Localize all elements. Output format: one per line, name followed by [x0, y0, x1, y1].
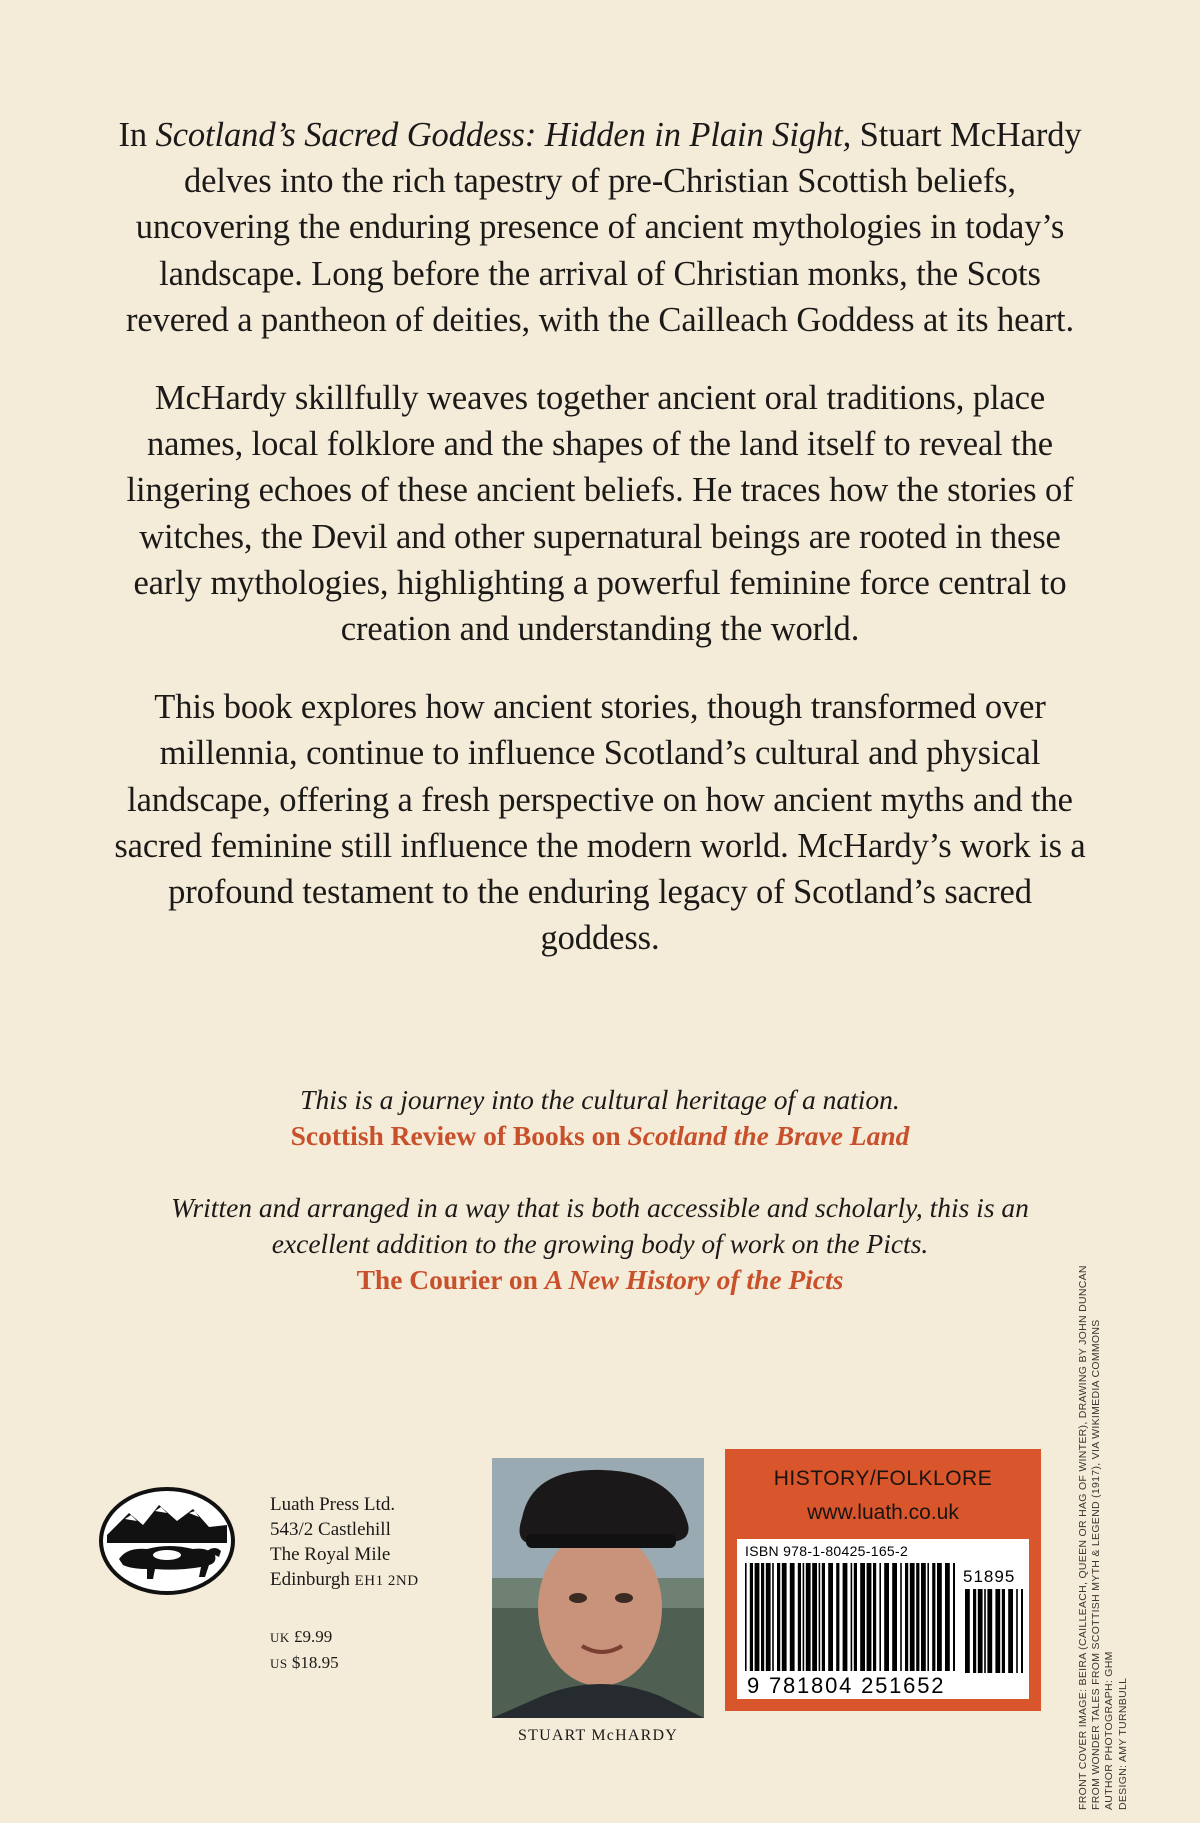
review-attribution: [150, 1118, 1050, 1154]
barcode-panel: [737, 1539, 1029, 1699]
barcode-bar: [916, 1563, 919, 1671]
isbn-text: ISBN 978-1-80425-165-2: [745, 1543, 909, 1559]
barcode-bar: [812, 1563, 817, 1671]
credit-line: AUTHOR PHOTOGRAPH: GHM: [1103, 1651, 1116, 1810]
barcode-bar: [984, 1589, 986, 1673]
barcode-bar: [905, 1563, 908, 1671]
barcode-bar: [867, 1563, 872, 1671]
credit-line: FRONT COVER IMAGE: BEIRA (CAILLEACH, QUEEN OR HAG OF WINTER), DRAWING BY JOHN DUNCAN: [1077, 1265, 1089, 1810]
barcode-bar: [879, 1563, 881, 1671]
barcode-bar: [772, 1563, 774, 1671]
credit-line: DESIGN: AMY TURNBULL: [1116, 1677, 1129, 1810]
review-quote-1: [150, 1082, 1050, 1154]
blurb-paragraph-1: [110, 112, 1090, 343]
publisher-address: [270, 1492, 419, 1594]
review-source: The Courier on: [356, 1264, 545, 1295]
review-work-title: Scotland the Brave Land: [627, 1120, 910, 1151]
barcode-bar: [761, 1563, 764, 1671]
barcode-bar: [1008, 1589, 1013, 1673]
publisher-city-line: [270, 1567, 419, 1594]
book-category: HISTORY/FOLKLORE: [773, 1467, 993, 1490]
cover-credits: [1077, 1080, 1130, 1810]
barcode-bar: [1002, 1589, 1005, 1673]
barcode-bar: [1021, 1589, 1023, 1673]
barcode-bar: [995, 1589, 1000, 1673]
barcode-bar: [851, 1563, 853, 1671]
barcode-bar: [806, 1563, 811, 1671]
barcode-bar: [900, 1563, 902, 1671]
barcode-bar: [750, 1563, 753, 1671]
review-source: Scottish Review of Books on: [290, 1120, 628, 1151]
barcode-bar: [873, 1563, 876, 1671]
review-quote-2: [150, 1190, 1050, 1298]
review-quote-text: This is a journey into the cultural heritage of a nation.: [300, 1084, 900, 1115]
publisher-name: Luath Press Ltd.: [270, 1494, 396, 1515]
barcode-bar: [822, 1563, 825, 1671]
barcode-bar: [892, 1563, 897, 1671]
price-amount: $18.95: [287, 1653, 339, 1672]
review-quote-text: Written and arranged in a way that is both accessible and scholarly, this is an excellent addition to the growing body of work on the Picts.: [171, 1192, 1029, 1259]
blurb-p1-lead: In: [118, 116, 156, 154]
barcode-bar: [927, 1563, 929, 1671]
barcode-bar: [953, 1563, 955, 1671]
barcode-bar: [884, 1563, 889, 1671]
price-region: UK: [270, 1630, 290, 1645]
barcode-bar: [777, 1563, 780, 1671]
price-list: [270, 1624, 339, 1676]
isbn-barcode: [743, 1563, 957, 1673]
price-code-text: 51895: [963, 1567, 1016, 1586]
barcode-bar: [945, 1563, 950, 1671]
price-region: US: [270, 1656, 288, 1671]
publisher-address-line-2: The Royal Mile: [270, 1544, 391, 1565]
back-cover-blurb: [110, 112, 1090, 993]
barcode-bar: [755, 1563, 760, 1671]
author-photo: [492, 1458, 704, 1718]
price-us: [270, 1650, 339, 1676]
blurb-p1-rest: Stuart McHardy delves into the rich tapestry of pre-Christian Scottish beliefs, uncovering the enduring presence of ancient mythologies in today’s landscape. Long before the arrival of Christian monks, the Scots revered a pantheon of deities, with the Cailleach Goddess at its heart.: [125, 116, 1082, 339]
barcode-bar: [932, 1563, 935, 1671]
barcode-bar: [860, 1563, 865, 1671]
barcode-bar: [803, 1563, 805, 1671]
barcode-bar: [836, 1563, 839, 1671]
book-title-inline: Scotland’s Sacred Goddess: Hidden in Plain Sight,: [155, 116, 852, 154]
credit-line: FROM WONDER TALES FROM SCOTTISH MYTH & LEGEND (1917), VIA WIKIMEDIA COMMONS: [1090, 1319, 1103, 1810]
publisher-logo: [97, 1485, 237, 1597]
author-photo-caption: STUART McHARDY: [518, 1727, 678, 1744]
review-work-title: A New History of the Picts: [544, 1264, 844, 1295]
price-barcode: [963, 1589, 1025, 1673]
review-attribution: [150, 1262, 1050, 1298]
barcode-bar: [1016, 1589, 1018, 1673]
barcode-bar: [843, 1563, 848, 1671]
blurb-paragraph-2: McHardy skillfully weaves together ancient oral traditions, place names, local folklore and the shapes of the land itself to reveal the lingering echoes of these ancient beliefs. He traces how the stories of witches, the Devil and other supernatural beings are rooted in these early mythologies, highlighting a powerful feminine force central to creation and understanding the world.: [126, 379, 1074, 649]
barcode-bar: [910, 1563, 915, 1671]
publisher-address-line-1: 543/2 Castlehill: [270, 1519, 391, 1540]
barcode-bar: [965, 1589, 970, 1673]
barcode-bar: [973, 1589, 976, 1673]
blurb-paragraph-3: This book explores how ancient stories, though transformed over millennia, continue to influence Scotland’s cultural and physical landscape, offering a fresh perspective on how ancient myths and the sacred feminine still influence the modern world. McHardy’s work is a profound testament to the enduring legacy of Scotland’s sacred goddess.: [114, 688, 1086, 958]
publisher-website: www.luath.co.uk: [807, 1501, 959, 1524]
publisher-city: Edinburgh: [270, 1569, 355, 1590]
barcode-bar: [766, 1563, 771, 1671]
barcode-bar: [937, 1563, 942, 1671]
author-photo-image: [492, 1458, 704, 1718]
barcode-bar: [854, 1563, 857, 1671]
ean-digits: 9 781804 251652: [747, 1673, 946, 1698]
publisher-postcode: EH1 2ND: [354, 1573, 419, 1589]
barcode-bar: [745, 1563, 747, 1671]
barcode-bar: [828, 1563, 833, 1671]
price-uk: [270, 1624, 339, 1650]
barcode-bar: [978, 1589, 983, 1673]
barcode-bar: [790, 1563, 795, 1671]
barcode-bar: [987, 1589, 992, 1673]
category-barcode-box: [725, 1449, 1041, 1711]
barcode-bar: [819, 1563, 821, 1671]
barcode-bar: [782, 1563, 787, 1671]
barcode-bar: [921, 1563, 926, 1671]
price-amount: £9.99: [289, 1627, 333, 1646]
barcode-bar: [798, 1563, 801, 1671]
